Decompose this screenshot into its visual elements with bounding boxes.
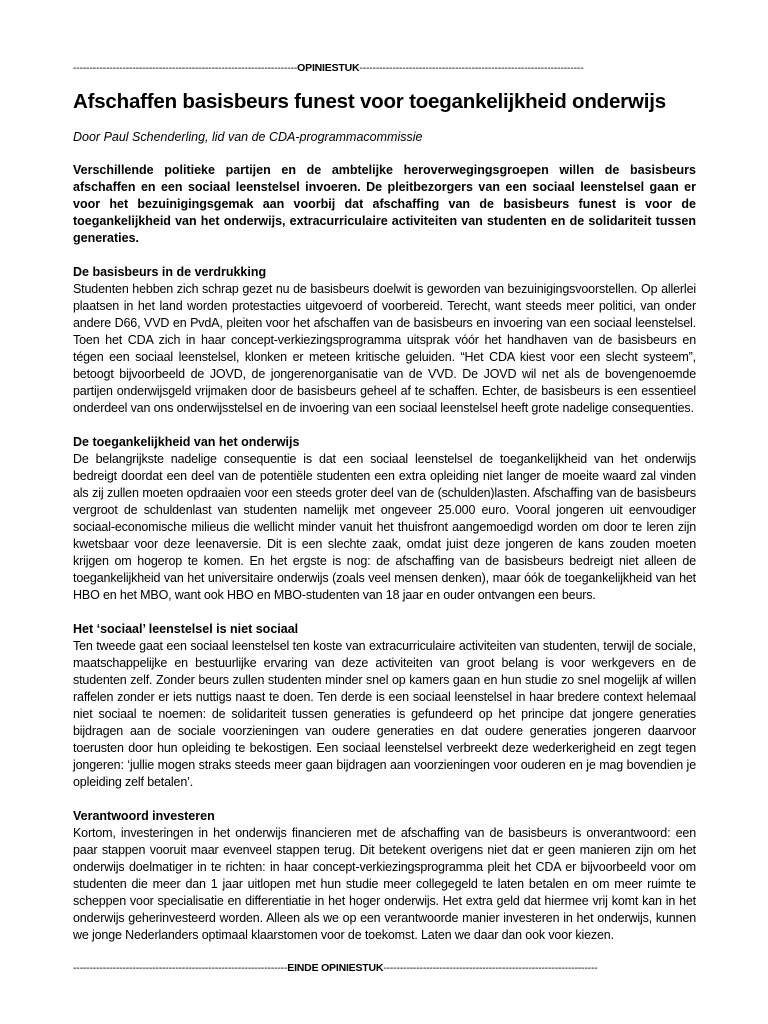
article-byline: Door Paul Schenderling, lid van de CDA-programmacommissie bbox=[73, 130, 423, 144]
header-rule-dashes-right: -------------------------------------------------------------------- bbox=[359, 62, 584, 74]
section-heading: Het ‘sociaal’ leenstelsel is niet sociaal bbox=[73, 622, 299, 636]
section-heading: Verantwoord investeren bbox=[73, 809, 215, 823]
section-sociaal-leenstelsel bbox=[73, 621, 696, 791]
header-rule-dashes-left: -------------------------------------------------------------------- bbox=[73, 62, 298, 74]
header-rule bbox=[73, 62, 696, 75]
footer-rule-dashes-right: ----------------------------------------------------------------- bbox=[383, 962, 598, 974]
section-body: De belangrijkste nadelige consequentie is dat een sociaal leenstelsel de toegankelijkheid van het onderwijs bedreigt doordat een deel van de potentiële studenten een extra opleiding niet langer de moeite waard zal vinden als zij zullen moeten opdraaien voor een steeds groter deel van de (schulden)lasten. Afschaffing van de basisbeurs vergroot de schuldenlast van studenten namelijk met ongeveer 25.000 euro. Vooral jongeren uit eenvoudiger sociaal-economische milieus die wellicht minder vanuit het thuisfront aangemoedigd worden om door te leren zijn kwetsbaar voor deze leenaversie. Dit is een slechte zaak, omdat juist deze jongeren de kans zouden moeten krijgen om hogerop te komen. En het ergste is nog: de afschaffing van de basisbeurs bedreigt niet alleen de toegankelijkheid van het universitaire onderwijs (zoals veel mensen denken), maar óók de toegankelijkheid van het HBO en het MBO, want ook HBO en MBO-studenten van 18 jaar en ouder ontvangen een beurs. bbox=[73, 452, 696, 602]
section-verantwoord-investeren bbox=[73, 808, 696, 944]
section-basisbeurs-verdrukking bbox=[73, 264, 696, 417]
header-rule-label: OPINIESTUK bbox=[297, 62, 360, 74]
footer-rule-label: EINDE OPINIESTUK bbox=[287, 962, 384, 974]
section-body: Studenten hebben zich schrap gezet nu de basisbeurs doelwit is geworden van bezuinigingsvoorstellen. Op allerlei plaatsen in het land worden protestacties uitgevoerd of voorbereid. Terecht, want steeds meer politici, van onder andere D66, VVD en PvdA, pleiten voor het afschaffen van de basisbeurs en invoering van een sociaal leenstelsel. Toen het CDA zich in haar concept-verkiezingsprogramma uitsprak vóór het handhaven van de basisbeurs en tégen een sociaal leenstelsel, klonken er meteen kritische geluiden. “Het CDA kiest voor een slecht systeem”, betoogt bijvoorbeeld de JOVD, de jongerenorganisatie van de VVD. De JOVD wil net als de bovengenoemde partijen onderwijsgeld vrijmaken door de basisbeurs geheel af te schaffen. Echter, de basisbeurs is een essentieel onderdeel van ons onderwijsstelsel en de invoering van een sociaal leenstelsel heeft grote nadelige consequenties. bbox=[73, 282, 696, 415]
opinion-document bbox=[73, 62, 696, 975]
section-heading: De basisbeurs in de verdrukking bbox=[73, 265, 267, 279]
article-intro: Verschillende politieke partijen en de ambtelijke heroverwegingsgroepen willen de basisbeurs afschaffen en een sociaal leenstelsel invoeren. De pleitbezorgers van een sociaal leenstelsel gaan er voor het bezuinigingsgemak aan voorbij dat afschaffing van de basisbeurs funest is voor de toegankelijkheid van het onderwijs, extracurriculaire activiteiten van studenten en de solidariteit tussen generaties. bbox=[73, 163, 696, 245]
section-body: Kortom, investeringen in het onderwijs financieren met de afschaffing van de basisbeurs is onverantwoord: een paar stappen vooruit maar evenveel stappen terug. Dit betekent overigens niet dat er geen manieren zijn om het onderwijs doelmatiger in te richten: in haar concept-verkiezingsprogramma pleit het CDA er bijvoorbeeld voor om studenten die meer dan 1 jaar uitlopen met hun studie meer collegegeld te laten betalen en om meer ruimte te scheppen voor specialisatie en differentiatie in het hoger onderwijs. Het extra geld dat hiermee vrij komt kan in het onderwijs geherinvesteerd worden. Alleen als we op een verantwoorde manier investeren in het onderwijs, kunnen we jonge Nederlanders optimaal klaarstomen voor de toekomst. Laten we daar dan ook voor kiezen. bbox=[73, 826, 696, 942]
section-body: Ten tweede gaat een sociaal leenstelsel ten koste van extracurriculaire activiteiten van studenten, terwijl de sociale, maatschappelijke en bestuurlijke ervaring van deze activiteiten van groot belang is voor werkgevers en de studenten zelf. Zonder beurs zullen studenten minder snel op kamers gaan en hun studie zo snel mogelijk af willen raffelen zonder er iets nuttigs naast te doen. Ten derde is een sociaal leenstelsel in haar bredere context helemaal niet sociaal te noemen: de solidariteit tussen generaties is gefundeerd op het principe dat jongere generaties bijdragen aan de sociale voorzieningen van oudere generaties en dat oudere generaties jongeren daarvoor toerusten door hun opleiding te bekostigen. Een sociaal leenstelsel verbreekt deze wederkerigheid en zegt tegen jongeren: ‘jullie mogen straks steeds meer gaan bijdragen aan voorzieningen voor ouderen en je mag bovendien je opleiding zelf betalen’. bbox=[73, 639, 696, 789]
article-title: Afschaffen basisbeurs funest voor toegankelijkheid onderwijs bbox=[73, 90, 666, 113]
footer-rule bbox=[73, 962, 696, 975]
section-toegankelijkheid bbox=[73, 434, 696, 604]
footer-rule-dashes-left: ----------------------------------------------------------------- bbox=[73, 962, 288, 974]
section-heading: De toegankelijkheid van het onderwijs bbox=[73, 435, 300, 449]
